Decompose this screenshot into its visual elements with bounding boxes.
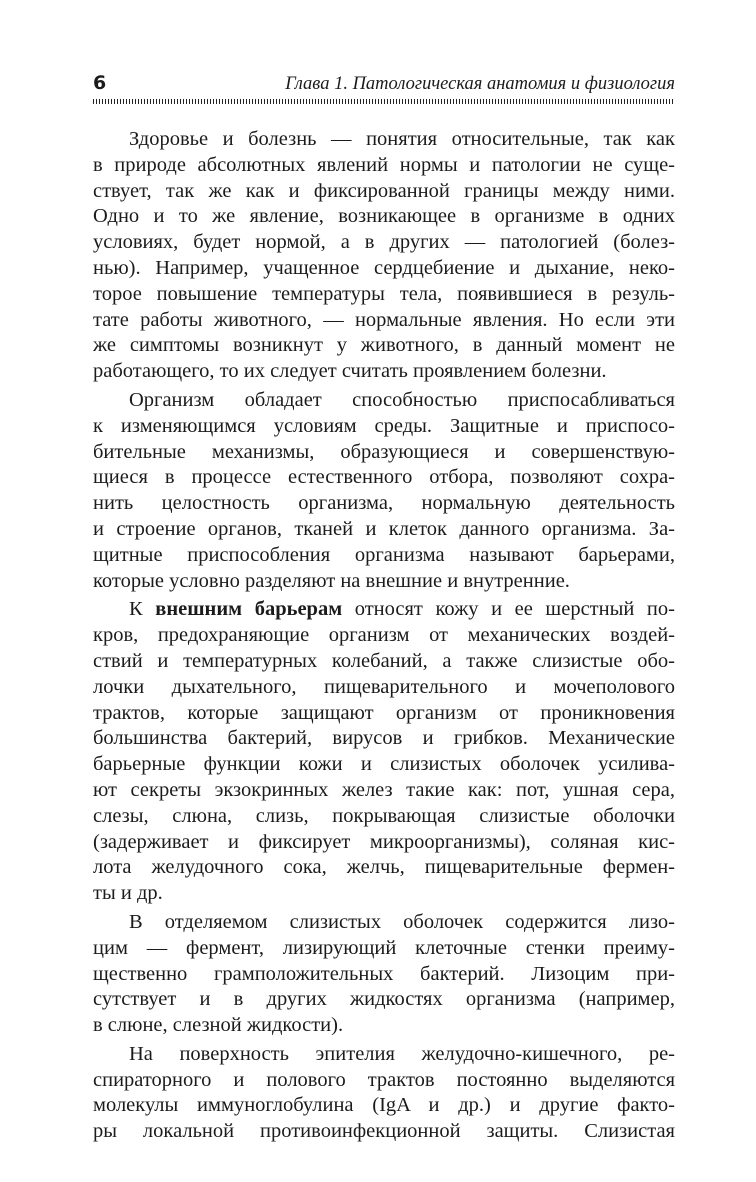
text-line: лота желудочного сока, желчь, пищеварительные фермен- <box>93 856 675 879</box>
paragraph-immunoglobulin <box>93 1042 675 1145</box>
text-line: В отделяемом слизистых оболочек содержится лизо- <box>129 910 675 933</box>
text-line: торое повышение температуры тела, появившиеся в резуль- <box>93 282 675 305</box>
bold-term: внешним барьерам <box>155 598 343 621</box>
running-head: Глава 1. Патологическая анатомия и физиология <box>285 74 675 94</box>
text-fragment: относят кожу и ее шерстный по- <box>342 598 675 621</box>
text-line: ствий и температурных колебаний, а также слизистые обо- <box>93 649 675 672</box>
body-text <box>93 127 675 1148</box>
text-line: нью). Например, учащенное сердцебиение и дыхание, неко- <box>93 256 675 279</box>
text-line: щитные приспособления организма называют барьерами, <box>93 543 675 566</box>
text-line: спираторного и полового трактов постоянно выделяются <box>93 1068 675 1091</box>
text-line: щественно грамположительных бактерий. Лизоцим при- <box>93 962 675 985</box>
text-line: к изменяющимся условиям среды. Защитные и приспосо- <box>93 414 675 437</box>
text-line: барьерные функции кожи и слизистых оболочек усилива- <box>93 753 675 776</box>
text-line: бительные механизмы, образующиеся и совершенствую- <box>93 440 675 463</box>
text-line: ты и др. <box>93 882 163 905</box>
text-line: нить целостность организма, нормальную деятельность <box>93 492 675 515</box>
text-line: ры локальной противоинфекционной защиты. Слизистая <box>93 1120 675 1143</box>
text-line: трактов, которые защищают организм от проникновения <box>93 701 675 724</box>
text-line: щиеся в процессе естественного отбора, позволяют сохра- <box>93 466 675 489</box>
text-line: которые условно разделяют на внешние и внутренние. <box>93 569 570 592</box>
text-line: сутствует и в других жидкостях организма (например, <box>93 988 675 1011</box>
text-line: Здоровье и болезнь — понятия относительные, так как <box>129 128 675 150</box>
page-number: 6 <box>93 72 107 94</box>
text-line: кров, предохраняющие организм от механических воздей- <box>93 624 675 647</box>
text-line: Организм обладает способностью приспосабливаться <box>129 388 675 411</box>
page-header <box>93 72 675 96</box>
text-line: молекулы иммуноглобулина (IgA и др.) и другие факто- <box>93 1094 675 1117</box>
paragraph-health-and-disease <box>93 127 675 385</box>
text-line: и строение органов, тканей и клеток данного организма. За- <box>93 517 675 540</box>
text-line: в природе абсолютных явлений нормы и патологии не суще- <box>93 153 675 176</box>
text-line: же симптомы возникнут у животного, в данный момент не <box>93 334 675 357</box>
paragraph-lysozyme <box>93 910 675 1039</box>
text-line: в слюне, слезной жидкости). <box>93 1014 344 1037</box>
text-line: ют секреты экзокринных желез такие как: пот, ушная сера, <box>93 778 675 801</box>
text-line: ствует, так же как и фиксированной границы между ними. <box>93 179 675 202</box>
text-line: большинства бактерий, вирусов и грибков. Механические <box>93 727 675 750</box>
text-fragment: К <box>129 598 156 621</box>
text-line: Одно и то же явление, возникающее в организме в одних <box>93 205 675 228</box>
text-line: условиях, будет нормой, а в других — патологией (болез- <box>93 231 675 254</box>
text-line: На поверхность эпителия желудочно-кишечного, ре- <box>129 1042 675 1065</box>
header-dotted-rule <box>93 99 675 104</box>
paragraph-adaptation <box>93 388 675 594</box>
text-line: тате работы животного, — нормальные явления. Но если эти <box>93 308 675 331</box>
text-line: цим — фермент, лизирующий клеточные стенки преиму- <box>93 936 675 959</box>
text-line: слезы, слюна, слизь, покрывающая слизистые оболочки <box>93 804 675 827</box>
text-line: работающего, то их следует считать проявлением болезни. <box>93 360 607 383</box>
paragraph-external-barriers <box>93 597 675 907</box>
text-line-with-term <box>93 597 675 623</box>
text-line: лочки дыхательного, пищеварительного и мочеполового <box>93 675 675 698</box>
text-line: (задерживает и фиксирует микроорганизмы), соляная кис- <box>93 830 675 853</box>
